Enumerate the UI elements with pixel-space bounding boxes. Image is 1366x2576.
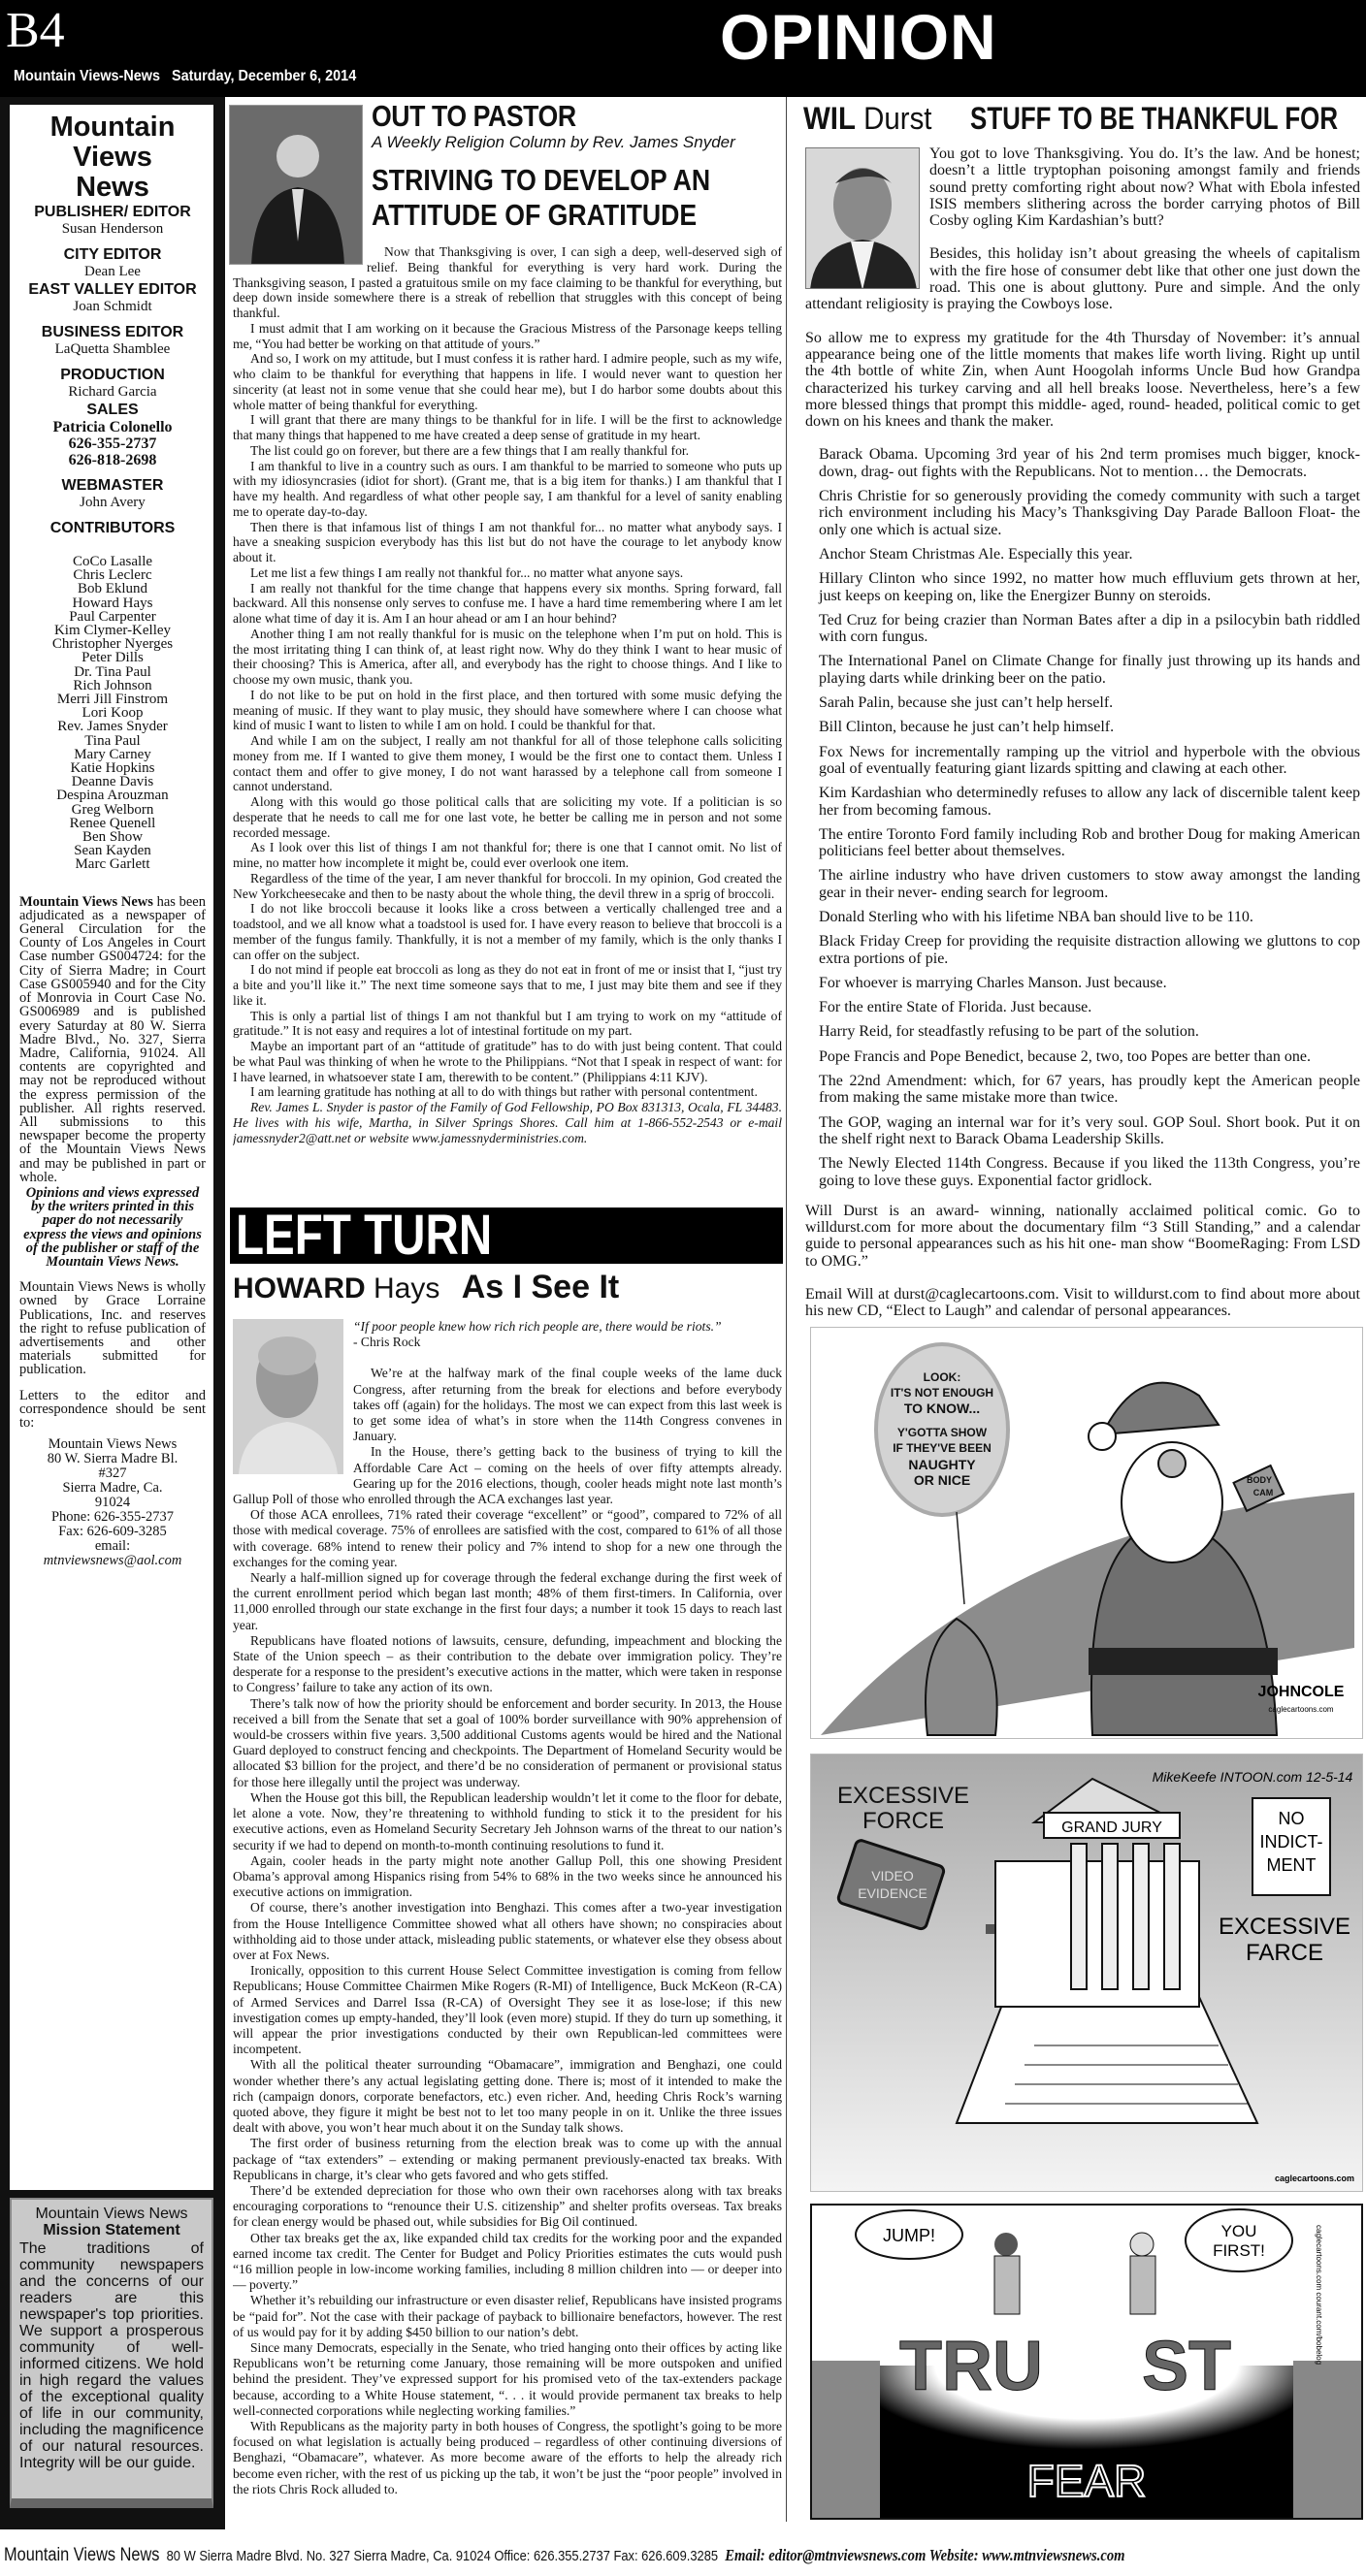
article-paragraph: Since many Democrats, especially in the Senate, who tried hanging onto their offices by acting like Republicans won’t be returning come January, those remaining will be more outspoken and unified behind the president. They’ve expressed support for his promised veto of the tax-extenders package because, according to a White House statement, “. . . it would provide permanent tax breaks to help well-connected corporations while neglecting working families.”: [233, 2340, 782, 2418]
thankful-item: Hillary Clinton who since 1992, no matter how much effluvium gets thrown at her, just keeps on keeping on, like the Energizer Bunny on steroids.: [819, 570, 1360, 604]
article-paragraph: As I look over this list of things I am not thankful for; there is one that I cannot omit. No list of mine, no matter how incomplete it might be, could ever overlook one item.: [233, 840, 782, 870]
staff-name: John Avery: [80, 495, 146, 510]
address-line: #327: [98, 1465, 127, 1482]
epigraph-author: - Chris Rock: [353, 1335, 421, 1350]
column-byline: A Weekly Religion Column by Rev. James Snyder: [372, 133, 735, 151]
article-paragraph: With Republicans as the majority party in both houses of Congress, the spotlight’s going to be more focused on what legislation is actually being produced – regardless of other continuing diversions of Benghazi, “Obamacare”, whatever. As more become aware of the efforts to help the already rich become even richer, with the rest of us picking up the tab, it won’t be just the “poor people” involved in the riots Chris Rock alluded to.: [233, 2419, 782, 2496]
banner-text: LEFT TURN: [236, 1204, 493, 1267]
article-paragraph: You got to love Thanksgiving. You do. It’s the law. And be honest; doesn’t a little tryptophan poisoning amongst family and friends sound pretty comforting right about now? What with Ebola infested ISIS members slithering across the border carrying photos of Bill Cosby ogling Kim Kardashian’s butt?: [929, 145, 1360, 230]
masthead-title-line: Views: [73, 142, 152, 173]
thankful-item: Harry Reid, for steadfastly refusing to be part of the solution.: [819, 1023, 1199, 1041]
column-header-durst: [803, 101, 1366, 137]
article-paragraph: Then there is that infamous list of things I am not thankful for... no matter what anybody says. I have a sneaking suspicion everybody has this list but do not have the courage to let anybody know about it.: [233, 519, 782, 564]
thankful-item: Ted Cruz for being crazier than Norman Bates after a dip in a psilocybin bath riddled with corn fungus.: [819, 611, 1360, 646]
author-bio: Rev. James L. Snyder is pastor of the Family of God Fellowship, PO Box 831313, Ocala, FL 34483. He lives with his wife, Martha, in Silver Springs Shores. Call him at 1-866-552-2543 or e-mail jamessnyder2@att.net or website www.jamessnyderministries.com.: [233, 1100, 782, 1145]
masthead-title-line: Mountain: [49, 112, 176, 143]
building-label: GRAND JURY: [1061, 1819, 1162, 1836]
page-number: B4: [6, 3, 65, 58]
staff-role: PUBLISHER/ EDITOR: [34, 204, 191, 220]
article-paragraph: Maybe an important part of an “attitude of gratitude” has to do with just being content. That could be what Paul was thinking of when he wrote to the Philippians. “Not that I speak in respect of want: for I have learned, in whatsoever state I am, therewith to be content.” (Philippians 4:11 KJV).: [233, 1039, 782, 1084]
bubble-text: IT'S NOT ENOUGH: [890, 1386, 994, 1400]
article-paragraph: I must admit that I am working on it because the Gracious Mistress of the Parsonage keeps telling me, “You had better be working on that attitude of yours.”: [233, 320, 782, 351]
article-paragraph: And so, I work on my attitude, but I must confess it is rather hard. I admire people, such as my wife, who claim to be thankful for everything that happens in life. I would never want to question her sincerity (at least not in some venue that she could hear me), but I do harbor some doubts about this whole matter of being thankful for everything.: [233, 351, 782, 412]
camera-label: CAM: [1252, 1488, 1274, 1497]
contributor-name: Despina Arouzman: [56, 788, 169, 804]
sales-phone: 626-818-2698: [68, 452, 157, 468]
contributor-name: Lori Koop: [81, 705, 144, 722]
contributor-name: Dr. Tina Paul: [74, 663, 151, 680]
thankful-item: The International Panel on Climate Change for finally just throwing up its hands and playing darts while drinking beer on the patio.: [819, 653, 1360, 687]
broken-word-right: ST: [1142, 2328, 1232, 2405]
thankful-item: Bill Clinton, because he just can’t help himself.: [819, 719, 1115, 736]
cartoon-label: FORCE: [862, 1808, 944, 1834]
address-line: Phone: 626-355-2737: [50, 1509, 175, 1526]
article-paragraph: The first order of business returning from the election break was to come up with the annual package of “tax extenders” – extending or making permanent previously-enacted tax breaks. With Republicans in charge, it’s clear who gets favored and who gets stiffed.: [233, 2136, 782, 2182]
contributor-name: Mary Carney: [74, 746, 151, 762]
cartoon-credit: caglecartoons.com: [1274, 2174, 1354, 2183]
thankful-item: For the entire State of Florida. Just because.: [819, 999, 1092, 1016]
bubble-text: Y'GOTTA SHOW: [896, 1426, 988, 1439]
contributor-name: Renee Quenell: [69, 815, 156, 831]
editorial-cartoon-grand-jury: [810, 1754, 1363, 2192]
legal-lead: Mountain Views News: [19, 893, 153, 910]
column-divider: [786, 97, 787, 2522]
staff-role: BUSINESS EDITOR: [41, 324, 184, 340]
thankful-item: Fox News for incrementally ramping up the vitriol and hyperbole with the obvious goal of eventually featuring giant lizards spitting and clawing at each other.: [819, 743, 1360, 777]
column-title: As I See It: [461, 1269, 620, 1305]
contributor-name: Peter Dills: [81, 650, 144, 666]
sign-text: INDICT-: [1259, 1832, 1323, 1852]
contributor-name: Deanne Davis: [71, 774, 154, 790]
article-paragraph: This is only a partial list of things I am not thankful but I am trying to work on my “attitude of gratitude.” It is not easy and requires a lot of intestinal fortitude on my part.: [233, 1008, 782, 1039]
ownership-notice: Mountain Views News is wholly owned by Grace Lorraine Publications, Inc. and reserves the right to refuse publication of advertisements and other materials submitted for publication.: [19, 1279, 206, 1378]
article-paragraph: I am really not thankful for the time change that happens every six months. Spring forward, fall backward. All this nonsense only serves to confuse me. I have a hard time remembering where I am let alone what time of day it is. Am I an hour ahead or am I an hour behind?: [233, 580, 782, 626]
thankful-item: Barack Obama. Upcoming 3rd year of his 2nd term promises much bigger, knock-down, drag- out fights with the Republicans. Not to mention… the Democrats.: [819, 446, 1360, 480]
staff-role: CITY EDITOR: [63, 246, 162, 263]
staff-name: LaQuetta Shamblee: [54, 341, 171, 357]
masthead-column: [0, 97, 225, 2529]
article-paragraph: Besides, this holiday isn’t about greasing the wheels of capitalism with the fire hose of consumer debt like that other one just down the road. This one is about gluttony. Pure and simple. And the only attendant religiosity is praying the Cowboys lose.: [805, 245, 1360, 313]
cartoonist-signature: JOHNCOLE: [1257, 1684, 1345, 1700]
bubble-text: TO KNOW...: [903, 1401, 981, 1416]
article-body-durst: [805, 145, 1360, 1319]
thankful-item: The airline industry who have driven customers to stow away amongst the landing gear in their never- ending search for legroom.: [819, 867, 1360, 901]
screen-text: VIDEO: [871, 1868, 914, 1884]
staff-name: Richard Garcia: [68, 384, 157, 400]
thankful-item: Kim Kardashian who determinedly refuses to allow any lack of discernible talent keep her from becoming famous.: [819, 785, 1360, 819]
article-paragraph: Republicans have floated notions of lawsuits, censure, defunding, impeachment and blocking the State of the Union speech – as their contribution to the debate over immigration policy. They’re desperate for a response to the president’s executive actions in the matter, which were taken in response to Congress’ failure to take any action of its own.: [233, 1632, 782, 1695]
legal-notice: [19, 895, 206, 1184]
contributor-name: Howard Hays: [72, 595, 153, 611]
staff-role: CONTRIBUTORS: [49, 520, 176, 536]
article-paragraph: I will grant that there are many things to be thankful for in life. I will be the first to acknowledge that many things that happened to me have created a deep sense of gratitude in my heart.: [233, 412, 782, 442]
thankful-item: The 22nd Amendment: which, for 67 years, has proudly kept the American people from making the same mistake more than twice.: [819, 1073, 1360, 1107]
thankful-item: Anchor Steam Christmas Ale. Especially this year.: [819, 545, 1133, 563]
chasm-label: FEAR: [1026, 2456, 1147, 2506]
article-paragraph: I do not mind if people eat broccoli as long as they do not eat in front of me or insist that I, “just try a bite and you’ll like it.” The next time someone says that to me, I just may bite them and see if they like it.: [233, 962, 782, 1008]
author-first-name: HOWARD: [233, 1272, 366, 1304]
article-paragraph: With all the political theater surrounding “Obamacare”, immigration and Benghazi, one could wonder whether there’s any actual legislating getting done. There is; most of it intended to make the rich (campaign donors, corporate benefactors, etc.) even richer. And, heeding Chris Rock’s warning quoted above, they figure it might be best not to let too many people in on it. Unlike the three issues dealt with above, you won’t hear much about it on the Sunday talk shows.: [233, 2057, 782, 2136]
cartoonist-signature: MikeKeefe INTOON.com 12-5-14: [1152, 1769, 1353, 1785]
mission-text: The traditions of community newspapers and the concerns of our readers are this newspaper's top priorities. We support a prosperous community of well-informed citizens. We hold in high regard the values of the exceptional quality of life in our community, including the magnificence of our natural resources. Integrity will be our guide.: [19, 2240, 204, 2471]
contributor-name: Greg Welborn: [71, 801, 154, 818]
article-paragraph: I do not like to be put on hold in the first place, and then tortured with some music defying the meaning of music. If they want to play music, they should have somewhere where I can choose what kind of music I want to listen to while I am on hold. I could be thankful for that.: [233, 687, 782, 733]
footer-address: 80 W Sierra Madre Blvd. No. 327 Sierra Madre, Ca. 91024 Office: 626.355.2737 Fax: 626.609.3285: [166, 2548, 719, 2564]
staff-name: Dean Lee: [84, 264, 141, 279]
cartoon-label: FARCE: [1245, 1940, 1324, 1966]
article-paragraph: Along with this would go those political calls that are soliciting my vote. If a politician is so desperate that he needs to call me for one last vote, he better be calling me in person and not some recorded message.: [233, 794, 782, 840]
camera-label: BODY: [1246, 1475, 1273, 1485]
section-banner-left-turn: [230, 1204, 783, 1267]
section-title: OPINION: [720, 1, 997, 73]
staff-name: Patricia Colonello: [52, 419, 173, 435]
cartoon-label: EXCESSIVE: [836, 1783, 970, 1809]
article-paragraph: Now that Thanksgiving is over, I can sigh a deep, well-deserved sigh of relief. Being thankful for everything is very hard work. During the Thanksgiving season, I pasted a gratuitous smile on my face claiming to be thankful for everything, but deep down inside somewhere there is a streak of rebellion that struggles with this concept of being thankful.: [233, 244, 782, 320]
article-paragraph: Regardless of the time of the year, I am never thankful for broccoli. In my opinion, God created the New Yorkcheesecake and then to be nasty about the whole thing, the devil threw in a sprig of broccoli.: [233, 870, 782, 901]
thankful-item: Black Friday Creep for providing the requisite distraction allowing we gluttons to cop extra portions of pie.: [819, 933, 1360, 967]
article-paragraph: Other tax breaks get the ax, like expanded child tax credits for the working poor and the expanded earned income tax credit. The Center for Budget and Policy Priorities estimates the cuts would push “16 million people in low-income working families, including 8 million children into — or deeper into — poverty.”: [233, 2230, 782, 2293]
article-paragraph: Let me list a few things I am really not thankful for... no matter what anyone says.: [250, 564, 684, 580]
column-title: STUFF TO BE THANKFUL FOR: [969, 101, 1338, 136]
contributor-name: Christopher Nyerges: [51, 636, 174, 653]
article-paragraph: So allow me to express my gratitude for the 4th Thursday of November: it’s annual appearance being one of the little moments that makes life worth living. Right up until the 4th bottle of white Zin, when Aunt Hoogolah informs Uncle Bud how Grandpa characterized his turkey carving and all hell breaks loose. Nevertheless, here’s a few more blessed things that prompt this middle- aged, round- headed, political comic to get down on his knees and thank the maker.: [805, 329, 1360, 431]
editorial-cartoon-trust: [810, 2204, 1363, 2520]
thankful-item: Chris Christie for so generously providing the comedy community with such a target rich environment including his Macy’s Thanksgiving Day Parade Balloon Float- the only one which is actual size.: [819, 488, 1360, 538]
address-line: 91024: [94, 1495, 131, 1511]
mission-title: Mountain Views News: [35, 2206, 188, 2222]
cartoon-label: EXCESSIVE: [1218, 1914, 1351, 1940]
address-line: Fax: 626-609-3285: [58, 1524, 167, 1540]
thankful-item: For whoever is marrying Charles Manson. Just because.: [819, 974, 1167, 991]
author-bio: Email Will at durst@caglecartoons.com. Visit to willdurst.com to find about more about his new CD, “Elect to Laugh” and calendar of personal appearances.: [805, 1286, 1360, 1319]
address-line: 80 W. Sierra Madre Bl.: [47, 1451, 179, 1467]
speech-text: YOU: [1220, 2222, 1257, 2240]
bubble-text: NAUGHTY: [908, 1457, 976, 1472]
sign-text: NO: [1278, 1809, 1305, 1828]
article-body-pastor: [233, 244, 782, 1200]
article-paragraph: Again, cooler heads in the party might note another Gallup Poll, this one showing President Obama’s approval among Hispanics rising from 54% to 68% in the two weeks since he announced his executive actions on immigration.: [233, 1852, 782, 1900]
mission-subtitle: Mission Statement: [43, 2222, 180, 2238]
dateline: Mountain Views-News Saturday, December 6, 2014: [14, 68, 357, 84]
photo-spacer: [233, 244, 367, 274]
contributor-name: Kim Clymer-Kelley: [53, 623, 172, 639]
contributor-name: Katie Hopkins: [70, 760, 155, 777]
thankful-item: Sarah Palin, because she just can’t help herself.: [819, 694, 1114, 712]
article-paragraph: We’re at the halfway mark of the final couple weeks of the lame duck Congress, after returning from the break for elections and before everybody takes off (again) for the holidays. The most we can expect from this last week is to get some idea of what’s in store when the 114th Congress convenes in January.: [353, 1366, 782, 1444]
contributor-name: Marc Garlett: [75, 856, 150, 873]
article-paragraph: Another thing I am not really thankful for is music on the telephone when I’m put on hold. This is the most irritating thing I can think of, at least right now. Why do they think I want to hear music of their choosing? This is America, after all, and everybody has the right to choose things. And I like to choose my own music, thank you.: [233, 626, 782, 687]
article-paragraph: And while I am on the subject, I really am not thankful for all of those telephone calls soliciting money from me. If I wanted to give them money, I would be the first one to contact them. Unless I contact them and offer to give money, I do not want harassed by a telephone call from someone I cannot understand.: [233, 733, 782, 794]
sign-text: MENT: [1266, 1855, 1317, 1875]
contributors-list: [19, 555, 206, 872]
opinions-disclaimer: Opinions and views expressed by the writers printed in this paper do not necessarily express the views and opinions of the publisher or staff of the Mountain Views News.: [23, 1184, 202, 1270]
page-header: [0, 0, 1366, 97]
staff-name: Susan Henderson: [61, 221, 164, 237]
thankful-item: The GOP, waging an internal war for it’s very soul. GOP Soul. Short book. Put it on the shelf right next to Barack Obama Leadership Skills.: [819, 1113, 1360, 1147]
column-kicker: OUT TO PASTOR: [372, 99, 576, 133]
mailing-address: [19, 1437, 206, 1568]
article-headline: STRIVING TO DEVELOP AN ATTITUDE OF GRATITUDE: [372, 163, 711, 232]
staff-role: WEBMASTER: [61, 477, 164, 494]
article-paragraph: Ironically, opposition to this current House Select Committee investigation is coming from fellow Republicans; House Committee Chairmen Mike Rogers (R-MI) of Intelligence, Buck McKeon (R-CA) of Armed Services and Darrel Issa (R-CA) of Oversight They see it as lose-lose; if this new investigation comes up empty-handed, they’ll look (even more) stupid. If they do turn up something, it will appear the prior investigations conducted by their own Republican-led committees were incompetent.: [233, 1963, 782, 2057]
contributor-name: Rich Johnson: [73, 677, 152, 693]
sales-phone: 626-355-2737: [68, 435, 157, 452]
article-paragraph: Of those ACA enrollees, 71% rated their coverage “excellent” or “good”, compared to 72% of all those with medical coverage. 75% of enrollees are satisfied with the cost, compared to 61% of all those with coverage. 68% intend to renew their policy and 7% intend to shop for a new one through the exchanges for the coming year.: [233, 1507, 782, 1569]
epigraph-quote: “If poor people knew how rich rich people are, there would be riots.”: [353, 1319, 722, 1334]
cartoon-credit: caglecartoons.com courant.com/bobelog: [1315, 2225, 1323, 2366]
page-footer: [0, 2535, 1366, 2576]
column-header-hays: [233, 1269, 619, 1306]
footer-paper-name: Mountain Views News: [4, 2545, 160, 2565]
contributor-name: Chris Leclerc: [73, 567, 152, 584]
article-paragraph: The list could go on forever, but there are a few things that I am really thankful for.: [250, 442, 690, 458]
footer-contact[interactable]: Email: editor@mtnviewsnews.com Website: www.mtnviewsnews.com: [725, 2546, 1125, 2564]
staff-role: PRODUCTION: [60, 367, 165, 383]
contributor-name: Ben Show: [81, 829, 144, 846]
bubble-text: IF THEY'VE BEEN: [893, 1441, 992, 1455]
mission-statement: [10, 2198, 213, 2508]
thankful-item: The entire Toronto Ford family including Rob and brother Doug for making American politicians feel better about themselves.: [819, 825, 1360, 860]
contributor-name: Bob Eklund: [77, 581, 148, 597]
address-line: Sierra Madre, Ca.: [62, 1480, 163, 1497]
author-photo-snyder: [229, 105, 363, 265]
article-paragraph: Nearly a half-million signed up for coverage through the federal exchange during the first week of the current enrollment period which began last month; 48% of them first-timers. In California, over 11,000 enrolled through our state exchange in the first four days; a number it took 15 days to reach last year.: [233, 1570, 782, 1632]
staff-role: SALES: [86, 402, 139, 418]
contributor-name: Paul Carpenter: [69, 608, 156, 625]
speech-text: JUMP!: [883, 2226, 935, 2245]
address-line: email:: [94, 1538, 131, 1555]
author-photo-durst: [805, 147, 920, 289]
staff-role: EAST VALLEY EDITOR: [28, 281, 197, 298]
article-paragraph: I do not like broccoli because it looks like a cross between a vertically challenged tree and a toadstool, and we all know what a toadstool is used for. I have every reason to believe that broccoli is a member of the fungus family. Thankfully, it is not a member of my family, which is the only thanks I can offer on the subject.: [233, 901, 782, 962]
thankful-item: The Newly Elected 114th Congress. Because if you liked the 113th Congress, you’re going to love these guys. Exponential factor gridlock.: [819, 1155, 1360, 1189]
article-paragraph: I am thankful to live in a country such as ours. I am thankful to be married to someone who puts up with my idiosyncrasies (idiot for short). (Grant me, that is a big item for thanks.) I am thankful that I have my health. And regardless of what other people say, I am thankful for a level of sanity enabling me to operate day-to-day.: [233, 458, 782, 519]
article-paragraph: I am learning gratitude has nothing at all to do with things but rather with personal contentment.: [250, 1084, 758, 1100]
article-paragraph: There’s talk now of how the priority should be enforcement and border security. In 2013, the House received a bill from the Senate that set a goal of 100% border surveillance with 90% apprehension of would-be crossers within five years. 3,500 additional Customs agents would be hired and the National Guard deployed to construct fencing and checkpoints. The Department of Homeland Security would be allocated $3 billion for the project, and there’d be no consideration of permanent or provisional status for those here illegally until the project was underway.: [233, 1695, 782, 1789]
article-body-hays: [233, 1319, 782, 2527]
address-line: Mountain Views News: [48, 1436, 178, 1453]
article-paragraph: Whether it’s rebuilding our infrastructure or even disaster relief, Republicans have insisted programs be “paid for”. Not the case with their package of payback to billionaire benefactors, however. The rest of us would pay for it by adding $450 billion to our nation’s debt.: [233, 2293, 782, 2339]
legal-text: has been adjudicated as a newspaper of General Circulation for the County of Los Angeles in Court Case number GS004724: for the City of Sierra Madre; in Court Case GS005940 and for the City of Monrovia in Court Case No. GS006989 and is published every Saturday at 80 W. Sierra Madre Blvd., No. 327, Sierra Madre, California, 91024. All contents are copyrighted and may not be reproduced without the express permission of the publisher. All rights reserved. All submissions to this newspaper become the property of the Mountain Views News and may be published in part or whole.: [19, 893, 206, 1185]
contributor-name: CoCo Lasalle: [72, 554, 153, 569]
staff-box: [10, 105, 213, 2190]
thankful-item: Pope Francis and Pope Benedict, because 2, two, too Popes are better than one.: [819, 1047, 1311, 1065]
article-paragraph: Of course, there’s another investigation into Benghazi. This comes after a two-year investigation from the House Intelligence Committee showed what all others have shown; no conspiracies about withholding aid to those under attack, misleading public statements, or whatever else they obsess about over at Fox News.: [233, 1900, 782, 1962]
letters-intro: Letters to the editor and correspondence should be sent to:: [19, 1387, 206, 1431]
contact-email[interactable]: mtnviewsnews@aol.com: [43, 1553, 182, 1569]
author-last-name: Hays: [374, 1272, 440, 1304]
author-first-name: WIL: [803, 101, 856, 136]
author-photo-hays: [233, 1319, 343, 1474]
author-last-name: Durst: [863, 101, 932, 136]
screen-text: EVIDENCE: [858, 1885, 927, 1901]
contributor-name: Rev. James Snyder: [57, 719, 168, 735]
broken-word-left: TRU: [899, 2328, 1043, 2405]
speech-text: FIRST!: [1213, 2241, 1265, 2260]
contributor-name: Tina Paul: [84, 732, 141, 749]
cartoon-credit: caglecartoons.com: [1268, 1705, 1334, 1714]
masthead-title: [19, 113, 206, 203]
article-paragraph: There’d be extended depreciation for those who own their own racehorses along with tax breaks encouraging corporations to “renounce their U.S. citizenship” and shelter profits overseas. Tax breaks for clean energy would be phased out, while subsidies for Big Oil continued.: [233, 2182, 782, 2230]
masthead-title-line: News: [76, 172, 149, 203]
bubble-text: OR NICE: [913, 1472, 971, 1488]
thankful-item: Donald Sterling who with his lifetime NBA ban should live to be 110.: [819, 908, 1253, 925]
staff-name: Joan Schmidt: [73, 299, 152, 314]
contributor-name: Merri Jill Finstrom: [56, 692, 169, 708]
article-paragraph: When the House got this bill, the Republican leadership wouldn’t let it come to the floor for debate, let alone a vote. Now, they’re threatening to withhold funding to stick it to the president for his executive actions, even as Homeland Security Secretary Jeh Johnson warns of the threat to our nation’s security if we had to depend on month-to-month continuing resolutions to fund it.: [233, 1789, 782, 1852]
editorial-cartoon-santa: [810, 1327, 1363, 1739]
bubble-text: LOOK:: [923, 1370, 961, 1384]
author-bio: Will Durst is an award- winning, nationally acclaimed political comic. Go to willdurst.com for more about the documentary film “3 Still Standing,” and a calendar guide to personal appearances such as his hit one- man show “BoomeRaging: From LSD to OMG.”: [805, 1202, 1360, 1270]
article-paragraph: In the House, there’s getting back to the business of trying to kill the Affordable Care Act – coming on the heels of over fifty attempts already. Gearing up for the 2016 elections, though, cooler heads might note last month’s Gallup Poll of those who enrolled through the ACA exchanges last year.: [233, 1444, 782, 1507]
contributor-name: Sean Kayden: [74, 843, 151, 859]
